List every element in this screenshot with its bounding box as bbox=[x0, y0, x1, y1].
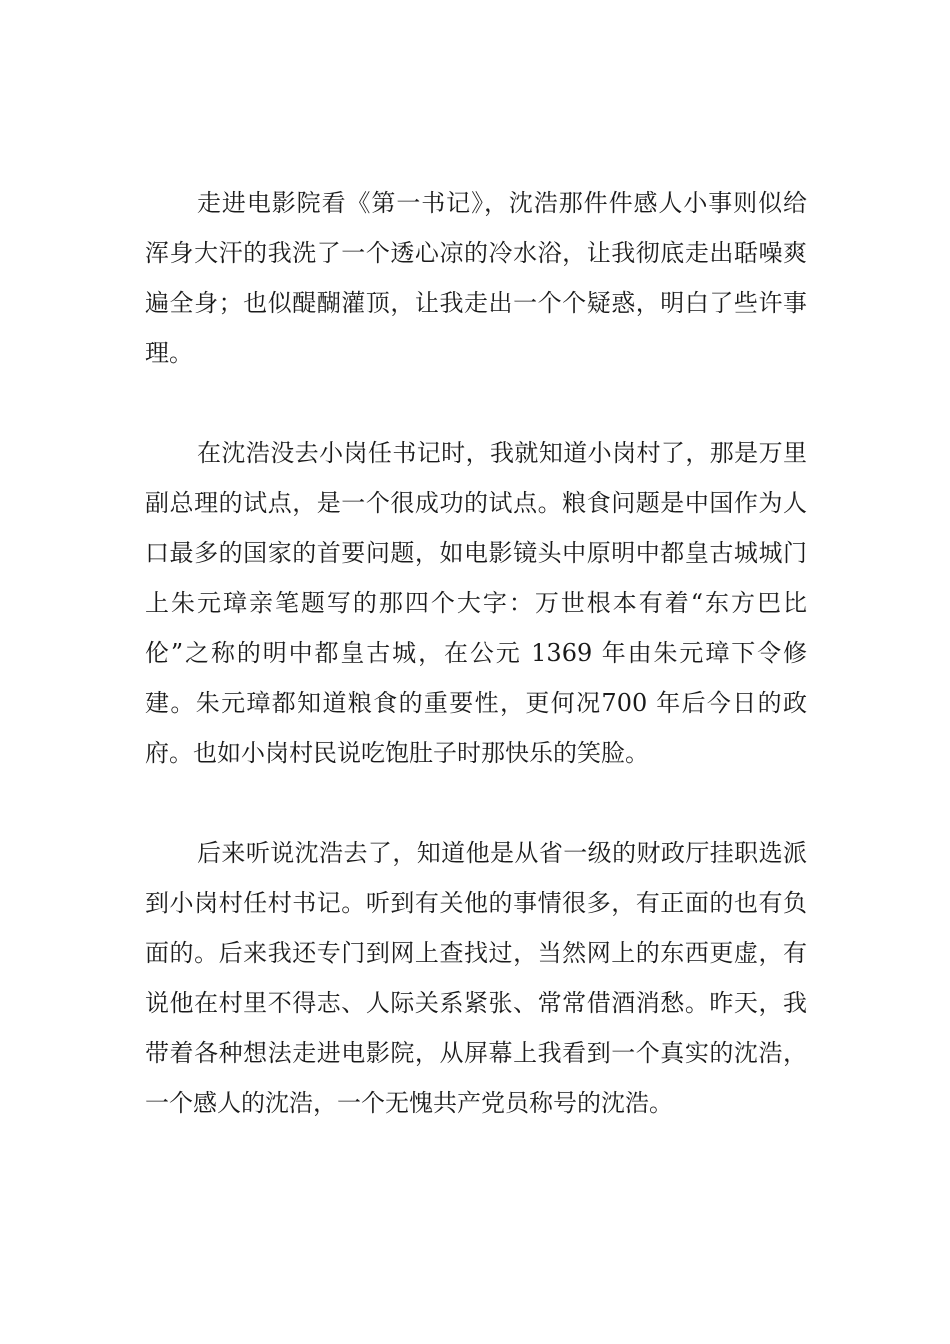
document-body bbox=[145, 178, 807, 1128]
paragraph-2: 在沈浩没去小岗任书记时，我就知道小岗村了，那是万里副总理的试点，是一个很成功的试点。粮食问题是中国作为人口最多的国家的首要问题，如电影镜头中原明中都皇古城城门上朱元璋亲笔题写的那四个大字：万世根本有着“东方巴比伦”之称的明中都皇古城，在公元 1369 年由朱元璋下令修建。朱元璋都知道粮食的重要性，更何况700 年后今日的政府。也如小岗村民说吃饱肚子时那快乐的笑脸。 bbox=[145, 439, 807, 767]
paragraph-1: 走进电影院看《第一书记》，沈浩那件件感人小事则似给浑身大汗的我洗了一个透心凉的冷水浴，让我彻底走出聒噪爽遍全身；也似醍醐灌顶，让我走出一个个疑惑，明白了些许事理。 bbox=[145, 189, 807, 367]
paragraph-3: 后来听说沈浩去了，知道他是从省一级的财政厅挂职选派到小岗村任村书记。听到有关他的事情很多，有正面的也有负面的。后来我还专门到网上查找过，当然网上的东西更虚，有说他在村里不得志、人际关系紧张、常常借酒消愁。昨天，我带着各种想法走进电影院，从屏幕上我看到一个真实的沈浩，一个感人的沈浩，一个无愧共产党员称号的沈浩。 bbox=[145, 839, 807, 1117]
